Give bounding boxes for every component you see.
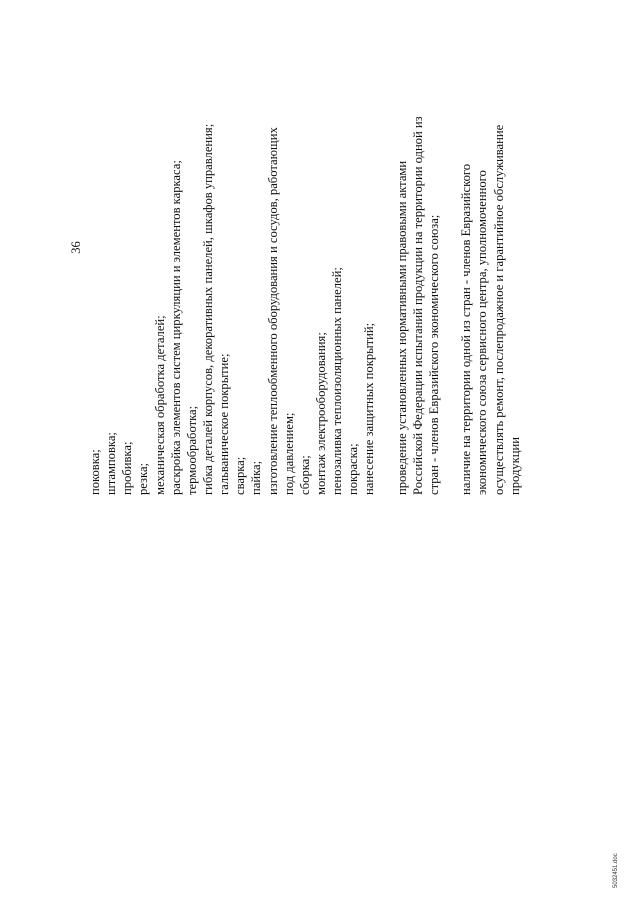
paragraph-spacer: [378, 0, 394, 495]
list-item: гибка деталей корпусов, декоративных панелей, шкафов управления;: [200, 123, 215, 495]
list-item: изготовление теплообменного оборудования и сосудов, работающих: [265, 127, 280, 495]
paragraph-line: наличие на территории одной из стран - членов Евразийского: [459, 163, 474, 495]
testing-paragraph: [394, 0, 442, 495]
rotated-page-content: [65, 0, 523, 495]
list-item: покраска;: [346, 443, 361, 495]
list-item: пробивка;: [120, 441, 135, 495]
list-item: штамповка;: [104, 432, 119, 495]
paragraph-line: осуществлять ремонт, послепродажное и гарантийное обслуживание: [491, 124, 506, 495]
list-item: гальваническое покрытие;: [217, 353, 232, 495]
paragraph-line: продукции: [507, 436, 522, 495]
list-item: поковка;: [88, 449, 102, 495]
list-item: пайка;: [249, 460, 264, 495]
paragraph-spacer: [442, 0, 458, 495]
paragraph-line: Российской Федерации испытаний продукции на территории одной из: [410, 116, 425, 495]
list-item: резка;: [136, 462, 151, 495]
paragraph-line: экономического союза сервисного центра, уполномоченного: [475, 170, 490, 495]
list-item: под давлением;: [281, 412, 296, 495]
operations-list: [87, 0, 378, 495]
page-number: 36: [69, 241, 83, 254]
document-footer-code: 5032451.doc: [613, 853, 619, 888]
list-item: сборка;: [297, 455, 312, 495]
list-item: нанесение защитных покрытий;: [362, 322, 377, 495]
paragraph-line: стран - членов Евразийского экономического союза;: [426, 214, 441, 495]
list-item: механическая обработка деталей;: [152, 315, 167, 495]
paragraph-line: проведение установленных нормативными правовыми актами: [394, 160, 409, 495]
list-item: сварка;: [233, 456, 248, 495]
list-item: термообработка;: [184, 405, 199, 495]
list-item: раскройка элементов систем циркуляции и элементов каркаса;: [168, 160, 183, 495]
list-item: монтаж электрооборудования;: [313, 332, 328, 495]
list-item: пенозаливка теплоизоляционных панелей;: [330, 267, 345, 495]
service-paragraph: [458, 0, 523, 495]
